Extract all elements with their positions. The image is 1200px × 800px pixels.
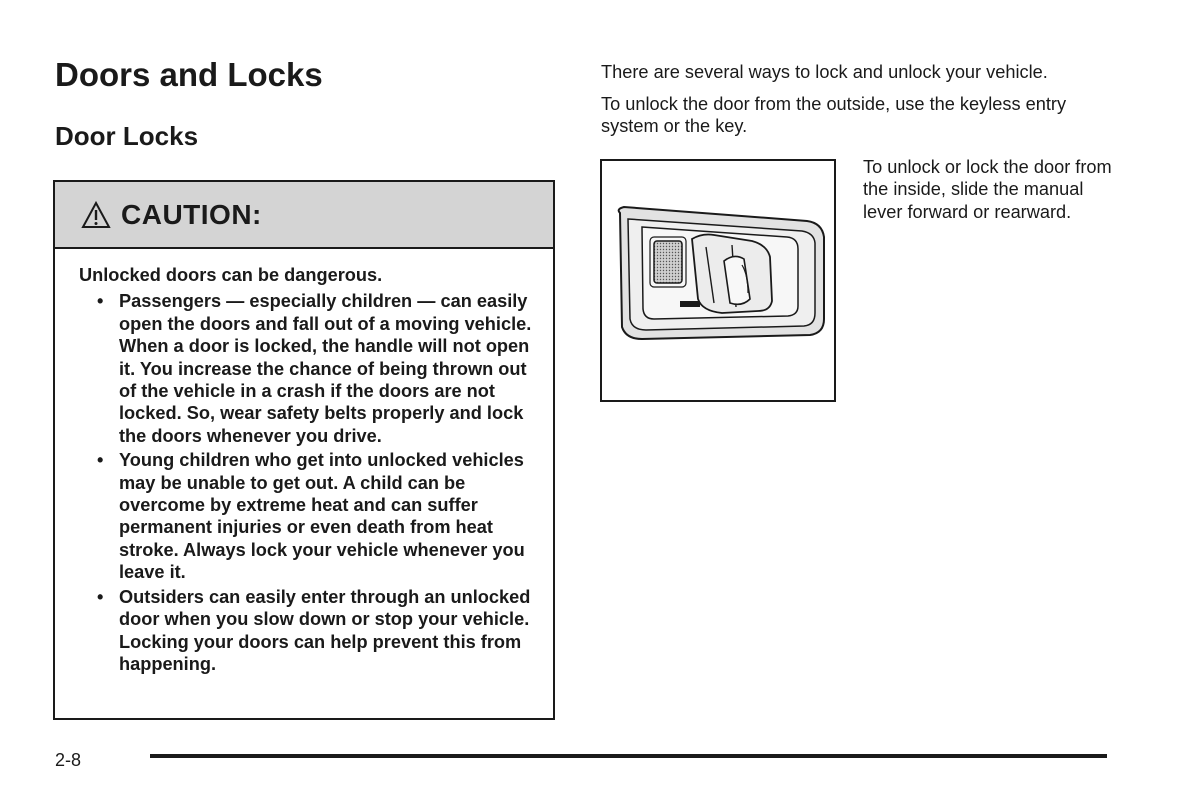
- caution-body: [55, 249, 553, 675]
- door-lock-figure: [600, 159, 836, 402]
- caution-intro: Unlocked doors can be dangerous.: [79, 265, 383, 285]
- caution-header: [55, 182, 553, 249]
- warning-triangle-icon: [81, 201, 111, 229]
- caution-item: • Outsiders can easily enter through an unlocked door when you slow down or stop your vehicle. Locking your doors can help prevent this from happening.: [119, 586, 533, 676]
- footer-rule: [150, 754, 1107, 758]
- door-lock-lever-illustration: [602, 161, 834, 400]
- caution-item: • Passengers — especially children — can easily open the doors and fall out of a moving vehicle. When a door is locked, the handle will not open it. You increase the chance of being thrown out of the vehicle in a crash if the doors are not locked. So, wear safety belts properly and lock the doors whenever you drive.: [119, 290, 533, 447]
- caution-box: [53, 180, 555, 720]
- section-title: Door Locks: [55, 121, 199, 151]
- caution-list: [79, 290, 533, 675]
- intro-paragraph: There are several ways to lock and unlock your vehicle.: [601, 62, 1048, 82]
- unlock-outside-paragraph: To unlock the door from the outside, use the keyless entry system or the key.: [601, 94, 1067, 136]
- caution-label: CAUTION:: [121, 198, 262, 230]
- caution-item: • Young children who get into unlocked vehicles may be unable to get out. A child can be overcome by extreme heat and can suffer permanent injuries or even death from heat stroke. Always lock your vehicle whenever you leave it.: [119, 449, 533, 583]
- unlock-inside-text: To unlock or lock the door from the inside, slide the manual lever forward or rearward.: [863, 157, 1112, 222]
- page-title: Doors and Locks: [55, 56, 323, 93]
- page-number: 2-8: [55, 750, 82, 770]
